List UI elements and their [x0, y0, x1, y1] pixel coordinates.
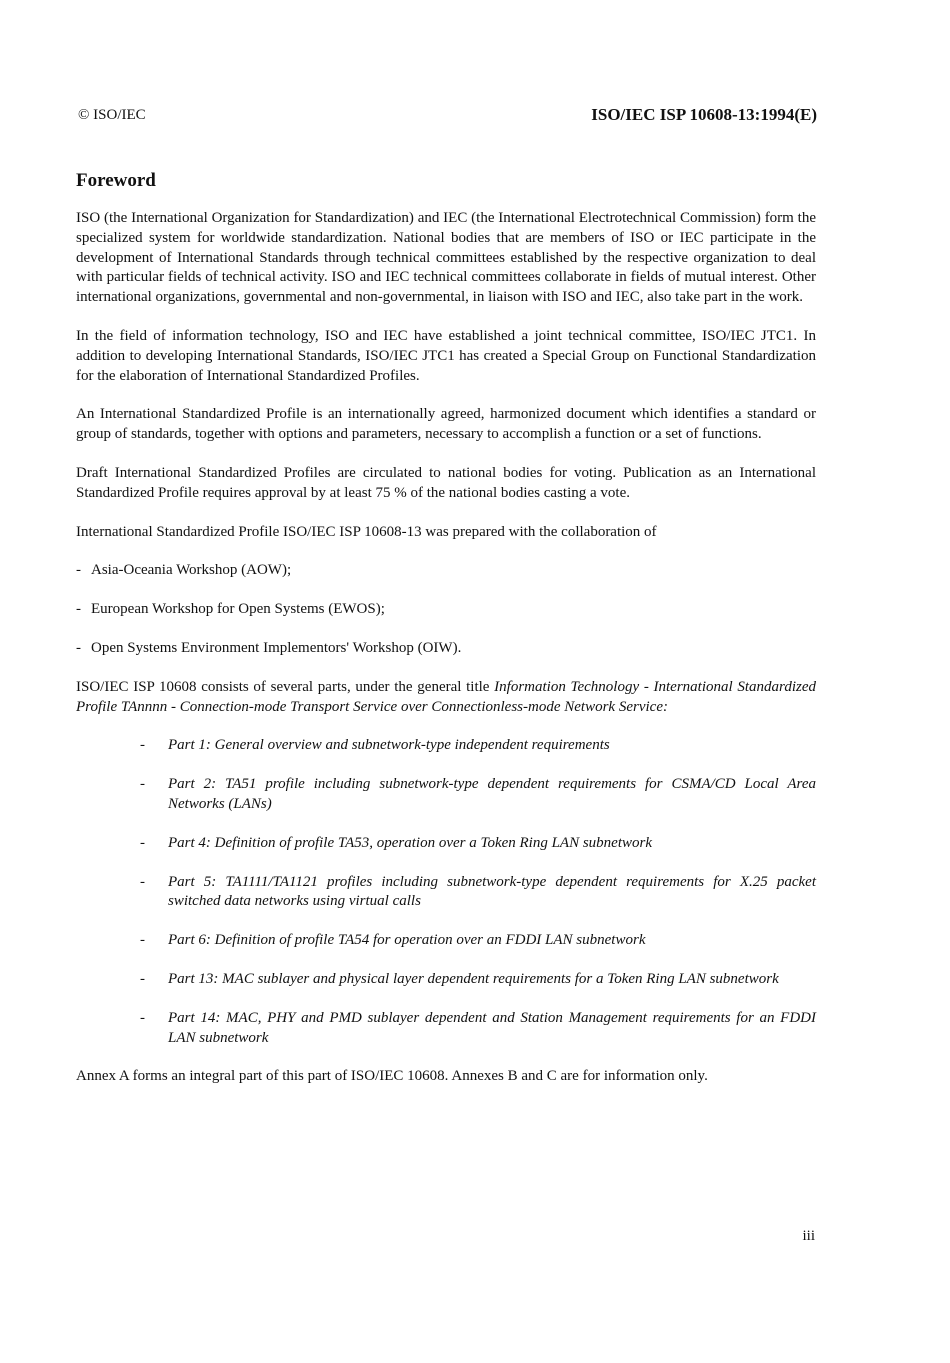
paragraph-voting: Draft International Standardized Profiles are circulated to national bodies for voting. Publication as an International Standardized Profile requires approval by at least 75 % of the national bodies casting a vote. [76, 464, 816, 501]
header-copyright: © ISO/IEC [78, 107, 146, 123]
part-text: Part 2: TA51 profile including subnetwork-type dependent requirements for CSMA/CD Local Area Networks (LANs) [168, 776, 816, 812]
workshop-item [76, 561, 816, 581]
paragraph-annexes: Annex A forms an integral part of this part of ISO/IEC 10608. Annexes B and C are for information only. [76, 1068, 708, 1085]
list-dash: - [140, 737, 145, 754]
part-text: Part 14: MAC, PHY and PMD sublayer dependent and Station Management requirements for an FDDI LAN subnetwork [168, 1009, 816, 1046]
list-dash: - [140, 776, 145, 793]
part-text: Part 6: Definition of profile TA54 for operation over an FDDI LAN subnetwork [168, 932, 646, 949]
list-item [76, 834, 816, 854]
list-dash: - [76, 562, 81, 579]
workshop-item [76, 639, 816, 659]
part-text: Part 4: Definition of profile TA53, operation over a Token Ring LAN subnetwork [168, 834, 653, 851]
list-dash: - [140, 932, 145, 949]
part-text: Part 1: General overview and subnetwork-type independent requirements [168, 737, 610, 754]
header-standard-id: ISO/IEC ISP 10608-13:1994(E) [591, 105, 817, 124]
list-item [76, 931, 816, 951]
workshop-text: Open Systems Environment Implementors' Workshop (OIW). [91, 639, 462, 656]
list-item [76, 970, 816, 990]
list-item [76, 736, 816, 756]
parts-list [76, 736, 816, 1048]
paragraph-collaboration: International Standardized Profile ISO/IEC ISP 10608-13 was prepared with the collaboration of [76, 523, 657, 540]
workshop-text: European Workshop for Open Systems (EWOS); [91, 601, 385, 618]
paragraph-isp-definition: An International Standardized Profile is an internationally agreed, harmonized document which identifies a standard or group of standards, together with options and parameters, necessary to accomplish a function or a set of functions. [76, 406, 816, 443]
general-title: Information Technology - International Standardized Profile TAnnnn - Connection-mode Transport Service over Connectionless-mode Network Service: [76, 678, 816, 715]
list-dash: - [76, 639, 81, 656]
paragraph-jtc1: In the field of information technology, ISO and IEC have established a joint technical committee, ISO/IEC JTC1. In addition to developing International Standards, ISO/IEC JTC1 has created a Special Group on Functional Standardization for the elaboration of International Standardized Profiles. [76, 327, 816, 384]
part-text: Part 5: TA1111/TA1121 profiles including subnetwork-type dependent requirements for X.25 packet switched data networks using virtual calls [168, 873, 816, 910]
list-dash: - [140, 873, 145, 890]
paragraph-parts-intro [76, 678, 816, 718]
list-item [76, 775, 816, 815]
list-item [76, 873, 816, 913]
page-title: Foreword [76, 170, 156, 191]
list-item [76, 1009, 816, 1049]
foreword-body [76, 209, 816, 1106]
list-dash: - [140, 834, 145, 851]
list-dash: - [76, 601, 81, 618]
list-dash: - [140, 970, 145, 987]
list-dash: - [140, 1009, 145, 1026]
parts-intro-lead: ISO/IEC ISP 10608 consists of several parts, under the general title [76, 678, 495, 695]
workshop-item [76, 600, 816, 620]
workshop-text: Asia-Oceania Workshop (AOW); [91, 562, 292, 579]
part-text: Part 13: MAC sublayer and physical layer dependent requirements for a Token Ring LAN subnetwork [168, 970, 779, 987]
paragraph-organizations: ISO (the International Organization for Standardization) and IEC (the International Electrotechnical Commission) form the specialized system for worldwide standardization. National bodies that are members of ISO or IEC participate in the development of International Standards through technical committees established by the respective organization to deal with particular fields of technical activity. ISO and IEC technical committees collaborate in fields of mutual interest. Other international organizations, governmental and non-governmental, in liaison with ISO and IEC, also take part in the work. [76, 210, 816, 306]
page-number: iii [802, 1228, 815, 1244]
